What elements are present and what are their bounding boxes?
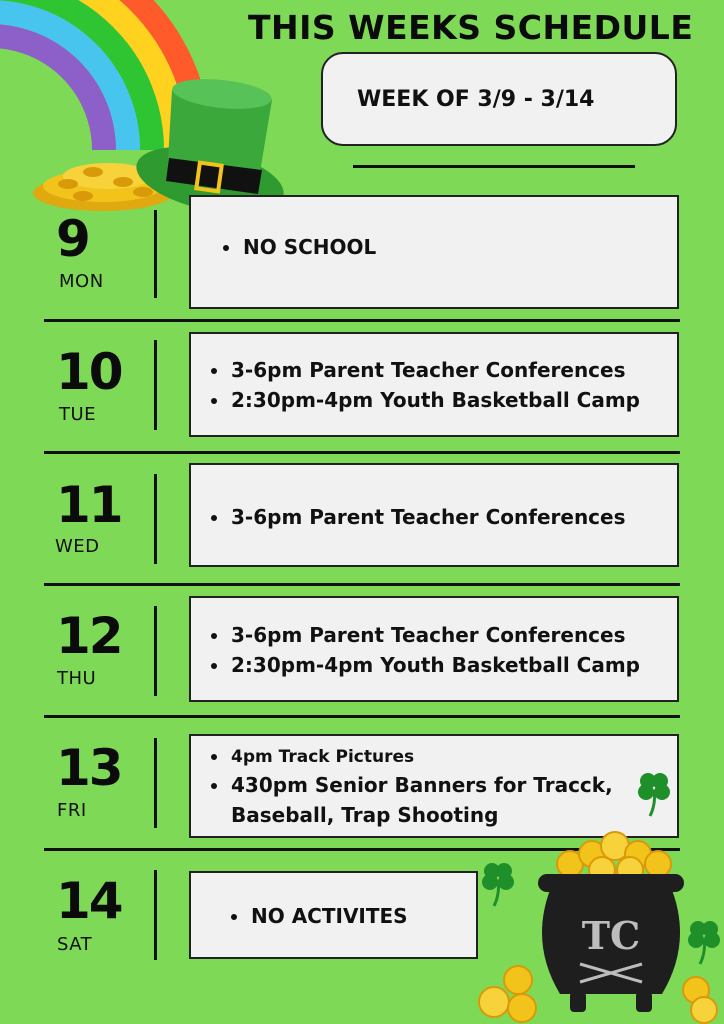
day-divider	[154, 474, 157, 564]
event-box	[189, 195, 679, 309]
day-name: THU	[57, 668, 97, 689]
event-box	[189, 463, 679, 567]
day-name: WED	[55, 536, 100, 557]
day-number: 14	[56, 872, 122, 930]
event-item: 4pm Track Pictures	[209, 744, 619, 770]
day-divider	[154, 210, 157, 298]
day-name: MON	[59, 271, 104, 292]
page-title: THIS WEEKS SCHEDULE	[248, 8, 694, 47]
row-divider	[44, 583, 680, 586]
event-item: NO SCHOOL	[221, 232, 376, 262]
event-list	[221, 232, 376, 262]
day-divider	[154, 606, 157, 696]
gold-coins-icon	[680, 974, 724, 1024]
day-divider	[154, 340, 157, 430]
day-name: FRI	[57, 800, 87, 821]
event-list	[209, 620, 640, 680]
day-number: 13	[56, 739, 122, 797]
event-box	[189, 734, 679, 838]
week-range: WEEK OF 3/9 - 3/14	[357, 87, 595, 112]
event-list	[209, 744, 619, 830]
day-number: 11	[56, 476, 122, 534]
week-range-box	[321, 52, 677, 146]
day-name: TUE	[59, 404, 97, 425]
header-divider	[353, 165, 635, 168]
event-item: 2:30pm-4pm Youth Basketball Camp	[209, 650, 640, 680]
event-box	[189, 596, 679, 702]
day-divider	[154, 870, 157, 960]
day-name: SAT	[57, 934, 93, 955]
event-item: NO ACTIVITES	[229, 901, 408, 931]
event-item: 3-6pm Parent Teacher Conferences	[209, 502, 626, 532]
event-box	[189, 871, 478, 959]
shamrock-icon	[478, 858, 518, 908]
pot-logo-letters: TC	[581, 913, 641, 958]
pot-of-gold-icon	[530, 824, 700, 1024]
event-item: 2:30pm-4pm Youth Basketball Camp	[209, 385, 640, 415]
day-divider	[154, 738, 157, 828]
event-item: 430pm Senior Banners for Tracck, Baseball, Trap Shooting	[209, 770, 619, 830]
shamrock-icon	[634, 768, 674, 818]
gold-coins-icon	[474, 964, 544, 1024]
event-list	[229, 901, 408, 931]
event-item: 3-6pm Parent Teacher Conferences	[209, 620, 640, 650]
day-number: 9	[56, 210, 89, 268]
day-number: 12	[56, 607, 122, 665]
row-divider	[44, 451, 680, 454]
row-divider	[44, 715, 680, 718]
event-item: 3-6pm Parent Teacher Conferences	[209, 355, 640, 385]
row-divider	[44, 319, 680, 322]
event-list	[209, 355, 640, 415]
event-list	[209, 502, 626, 532]
day-number: 10	[56, 343, 122, 401]
event-box	[189, 332, 679, 437]
